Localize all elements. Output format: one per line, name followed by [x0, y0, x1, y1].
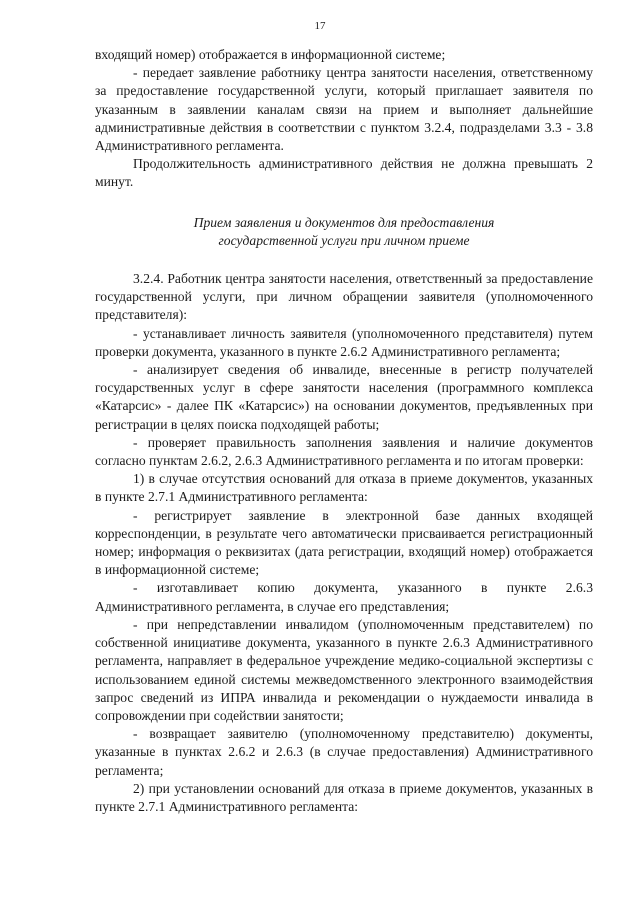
paragraph: - регистрирует заявление в электронной базе данных входящей корреспонденции, в результате чего автоматически присваивается регистрационный номер; информация о реквизитах (дата регистрации, входящий номер) отображается в информационной системе; — [95, 507, 593, 578]
paragraph: - изготавливает копию документа, указанного в пункте 2.6.3 Административного регламента, в случае его представления; — [95, 580, 593, 614]
paragraph: Продолжительность административного действия не должна превышать 2 минут. — [95, 156, 593, 190]
paragraph: 1) в случае отсутствия оснований для отказа в приеме документов, указанных в пункте 2.7.1 Административного регламента: — [95, 471, 593, 505]
paragraph: 2) при установлении оснований для отказа в приеме документов, указанных в пункте 2.7.1 Административного регламента: — [95, 780, 593, 814]
section-heading-line: государственной услуги при личном приеме — [218, 232, 470, 248]
section-heading-line: Прием заявления и документов для предоставления — [193, 214, 495, 230]
document-body — [95, 46, 593, 816]
paragraph: - при непредставлении инвалидом (уполномоченным представителем) по собственной инициативе документа, указанного в пункте 2.6.3 Административного регламента, направляет в федеральное учреждение медико-социальной экспертизы с использованием единой системы межведомственного электронного взаимодействия запрос сведений из ИПРА инвалида и рекомендации о нуждаемости инвалида в сопровождении при содействии занятости; — [95, 616, 593, 723]
paragraph: - проверяет правильность заполнения заявления и наличие документов согласно пунктам 2.6.2, 2.6.3 Административного регламента и по итогам проверки: — [95, 434, 593, 469]
paragraph: 3.2.4. Работник центра занятости населения, ответственный за предоставление государственной услуги, при личном обращении заявителя (уполномоченного представителя): — [95, 271, 593, 323]
paragraph: - анализирует сведения об инвалиде, внесенные в регистр получателей государственных услуг в сфере занятости населения (программного комплекса «Катарсис» - далее ПК «Катарсис») на основании документов, предъявленных при регистрации в целях поиска подходящей работы; — [95, 362, 593, 432]
paragraph: - передает заявление работнику центра занятости населения, ответственному за предоставление государственной услуги, который приглашает заявителя по указанным в заявлении каналам связи на прием и выполняет дальнейшие административные действия в соответствии с пунктом 3.2.4, подразделами 3.3 - 3.8 Административного регламента. — [95, 65, 593, 154]
section-heading — [95, 214, 593, 250]
paragraph: - устанавливает личность заявителя (уполномоченного представителя) путем проверки документа, указанного в пункте 2.6.2 Административного регламента; — [95, 325, 593, 359]
paragraph: входящий номер) отображается в информационной системе; — [95, 47, 446, 62]
paragraph: - возвращает заявителю (уполномоченному представителю) документы, указанные в пунктах 2.6.2 и 2.6.3 (в случае предоставления) Административного регламента; — [95, 726, 593, 778]
page-number: 17 — [314, 20, 326, 32]
